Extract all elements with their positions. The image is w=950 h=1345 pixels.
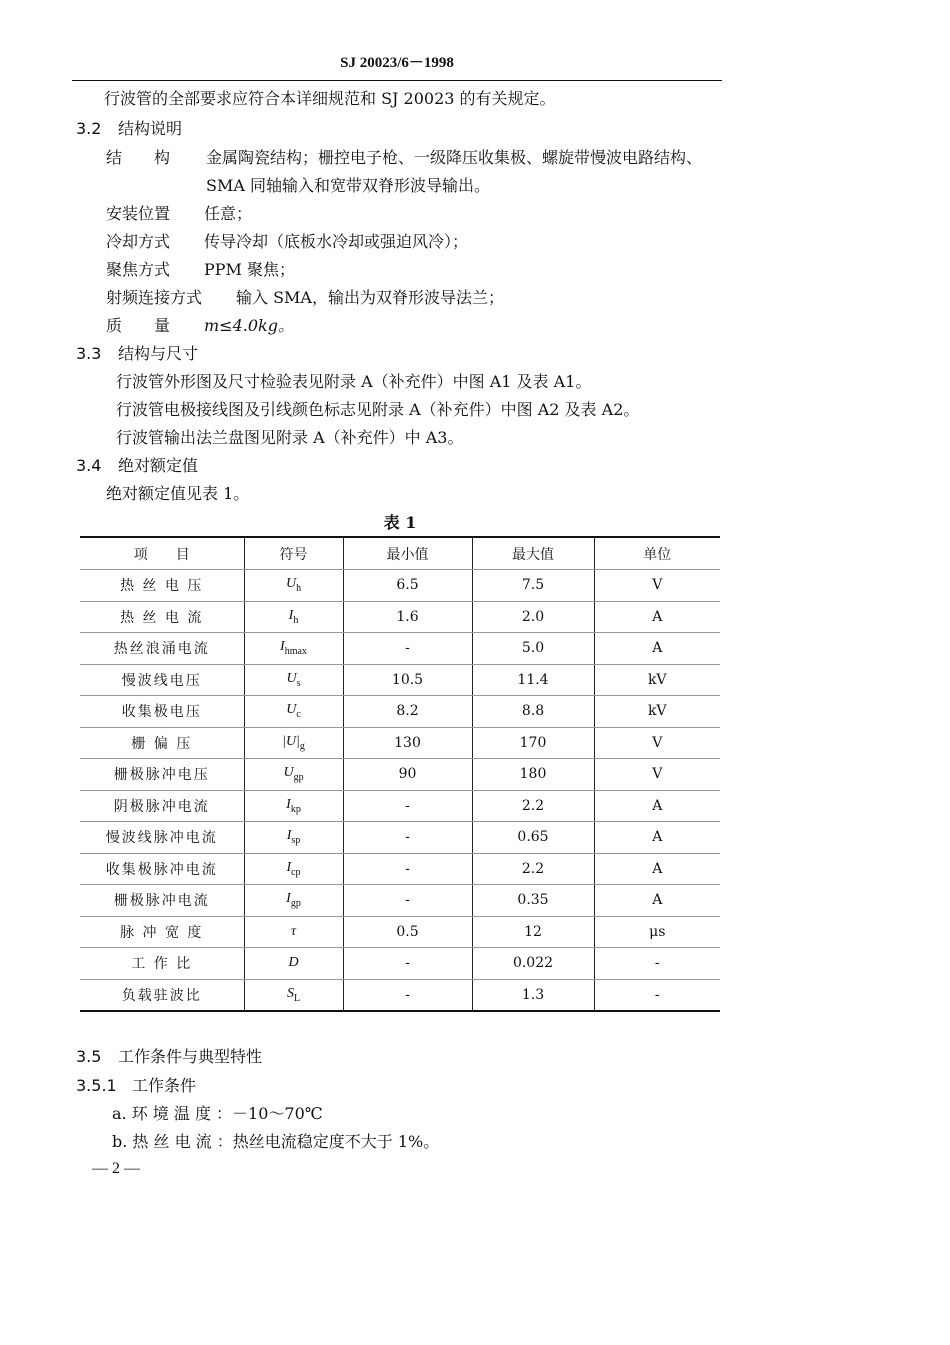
cell-min: 6.5	[343, 570, 472, 602]
section-3-4-line-1: 绝对额定值见表 1。	[106, 484, 250, 503]
cooling-row	[106, 231, 468, 253]
cell-item: 栅 偏 压	[80, 727, 244, 759]
cell-max: 11.4	[472, 664, 594, 696]
section-number: 3.3	[76, 344, 102, 363]
cell-item: 热 丝 电 流	[80, 601, 244, 633]
cell-symbol: $U_{gp}$	[244, 759, 343, 791]
cell-unit: A	[594, 790, 720, 822]
cell-unit: A	[594, 633, 720, 665]
mass-label: 质 量	[106, 316, 171, 335]
cell-item: 脉 冲 宽 度	[80, 916, 244, 948]
structure-row	[106, 147, 702, 169]
cell-item: 栅极脉冲电压	[80, 759, 244, 791]
condition-b: b. 热 丝 电 流 ：热丝电流稳定度不大于 1%。	[112, 1132, 440, 1151]
section-number: 3.2	[76, 119, 102, 138]
section-3-3-line-1: 行波管外形图及尺寸检验表见附录 A（补充件）中图 A1 及表 A1。	[116, 372, 592, 391]
rf-connection-row	[106, 287, 504, 309]
cell-max: 0.65	[472, 822, 594, 854]
cell-min: 130	[343, 727, 472, 759]
cell-max: 170	[472, 727, 594, 759]
cell-symbol: τ	[244, 916, 343, 948]
intro-paragraph: 行波管的全部要求应符合本详细规范和 SJ 20023 的有关规定。	[104, 89, 556, 108]
cell-unit: A	[594, 822, 720, 854]
cell-min: -	[343, 979, 472, 1011]
header-symbol: 符号	[244, 537, 343, 570]
header-item: 项 目	[80, 537, 244, 570]
cell-max: 0.35	[472, 885, 594, 917]
table-row	[80, 570, 720, 602]
cell-min: -	[343, 853, 472, 885]
table-row	[80, 948, 720, 980]
table-row	[80, 696, 720, 728]
section-3-3-line-2: 行波管电极接线图及引线颜色标志见附录 A（补充件）中图 A2 及表 A2。	[116, 400, 640, 419]
table-row	[80, 790, 720, 822]
cell-min: -	[343, 633, 472, 665]
cell-symbol: $|U|_g$	[244, 727, 343, 759]
mount-row	[106, 203, 252, 225]
cell-unit: V	[594, 570, 720, 602]
cell-symbol: $S_L$	[244, 979, 343, 1011]
cell-unit: kV	[594, 664, 720, 696]
cell-max: 0.022	[472, 948, 594, 980]
cell-item: 阴极脉冲电流	[80, 790, 244, 822]
table-row	[80, 601, 720, 633]
structure-text: 金属陶瓷结构；栅控电子枪、一级降压收集极、螺旋带慢波电路结构、	[206, 148, 703, 167]
table-row	[80, 885, 720, 917]
absolute-ratings-table	[80, 536, 720, 1012]
cell-min: 10.5	[343, 664, 472, 696]
cell-symbol: $I_{sp}$	[244, 822, 343, 854]
table-row	[80, 916, 720, 948]
header-unit: 单位	[594, 537, 720, 570]
table-row	[80, 727, 720, 759]
cell-min: -	[343, 948, 472, 980]
cell-symbol: D	[244, 948, 343, 980]
mass-row	[106, 315, 294, 337]
cell-unit: -	[594, 948, 720, 980]
cell-item: 收集极脉冲电流	[80, 853, 244, 885]
section-title: 工作条件	[132, 1076, 197, 1095]
cell-max: 5.0	[472, 633, 594, 665]
rf-connection-text: 输入 SMA，输出为双脊形波导法兰；	[236, 288, 504, 307]
structure-label: 结 构	[106, 148, 171, 167]
rf-connection-label: 射频连接方式	[106, 288, 203, 307]
section-title: 绝对额定值	[118, 456, 199, 475]
section-3-4-heading	[76, 455, 198, 477]
header-min: 最小值	[343, 537, 472, 570]
cell-max: 7.5	[472, 570, 594, 602]
cell-symbol: $I_{cp}$	[244, 853, 343, 885]
cell-max: 2.2	[472, 790, 594, 822]
cell-min: 90	[343, 759, 472, 791]
cell-max: 2.2	[472, 853, 594, 885]
page-number: — 2 —	[92, 1160, 140, 1177]
section-3-5-1-heading	[76, 1075, 196, 1097]
table-row	[80, 822, 720, 854]
cell-unit: A	[594, 853, 720, 885]
section-3-3-heading	[76, 343, 198, 365]
cell-max: 2.0	[472, 601, 594, 633]
cell-symbol: $U_s$	[244, 664, 343, 696]
table-row	[80, 853, 720, 885]
cell-unit: -	[594, 979, 720, 1011]
table-row	[80, 633, 720, 665]
section-title: 工作条件与典型特性	[118, 1047, 263, 1066]
cell-min: 1.6	[343, 601, 472, 633]
cooling-label: 冷却方式	[106, 232, 171, 251]
cell-max: 1.3	[472, 979, 594, 1011]
table-row	[80, 664, 720, 696]
section-3-5-heading	[76, 1046, 262, 1068]
header-rule	[72, 80, 722, 81]
section-3-3-line-3: 行波管输出法兰盘图见附录 A（补充件）中 A3。	[116, 428, 464, 447]
table-header-row	[80, 537, 720, 570]
cell-unit: kV	[594, 696, 720, 728]
cell-symbol: $I_{gp}$	[244, 885, 343, 917]
cooling-text: 传导冷却（底板水冷却或强迫风冷）；	[204, 232, 469, 251]
cell-item: 工 作 比	[80, 948, 244, 980]
structure-text-continued: SMA 同轴输入和宽带双脊形波导输出。	[206, 176, 490, 195]
condition-a: a. 环 境 温 度 ：－10～70℃	[112, 1104, 323, 1123]
cell-symbol: $I_h$	[244, 601, 343, 633]
cell-min: 8.2	[343, 696, 472, 728]
cell-unit: A	[594, 601, 720, 633]
page-header-code: SJ 20023/6－1998	[340, 55, 454, 71]
cell-max: 8.8	[472, 696, 594, 728]
mount-label: 安装位置	[106, 204, 171, 223]
section-title: 结构说明	[118, 119, 183, 138]
cell-unit: μs	[594, 916, 720, 948]
cell-symbol: $U_h$	[244, 570, 343, 602]
table-row	[80, 759, 720, 791]
focus-row	[106, 259, 295, 281]
section-number: 3.5.1	[76, 1076, 117, 1095]
focus-text: PPM 聚焦；	[204, 260, 296, 279]
header-max: 最大值	[472, 537, 594, 570]
section-title: 结构与尺寸	[118, 344, 199, 363]
cell-max: 180	[472, 759, 594, 791]
cell-min: -	[343, 822, 472, 854]
cell-item: 慢波线脉冲电流	[80, 822, 244, 854]
mass-text: m≤4.0kg。	[204, 316, 294, 335]
cell-symbol: $I_{kp}$	[244, 790, 343, 822]
cell-item: 热 丝 电 压	[80, 570, 244, 602]
cell-unit: V	[594, 727, 720, 759]
cell-symbol: $I_{hmax}$	[244, 633, 343, 665]
cell-item: 栅极脉冲电流	[80, 885, 244, 917]
cell-symbol: $U_c$	[244, 696, 343, 728]
table-row	[80, 979, 720, 1011]
cell-item: 慢波线电压	[80, 664, 244, 696]
section-number: 3.5	[76, 1047, 102, 1066]
mount-text: 任意；	[204, 204, 253, 223]
cell-min: -	[343, 885, 472, 917]
cell-min: 0.5	[343, 916, 472, 948]
focus-label: 聚焦方式	[106, 260, 171, 279]
cell-max: 12	[472, 916, 594, 948]
cell-min: -	[343, 790, 472, 822]
cell-item: 负载驻波比	[80, 979, 244, 1011]
cell-item: 热丝浪涌电流	[80, 633, 244, 665]
cell-item: 收集极电压	[80, 696, 244, 728]
cell-unit: A	[594, 885, 720, 917]
table-caption: 表 1	[383, 513, 417, 532]
section-3-2-heading	[76, 118, 182, 140]
cell-unit: V	[594, 759, 720, 791]
section-number: 3.4	[76, 456, 102, 475]
